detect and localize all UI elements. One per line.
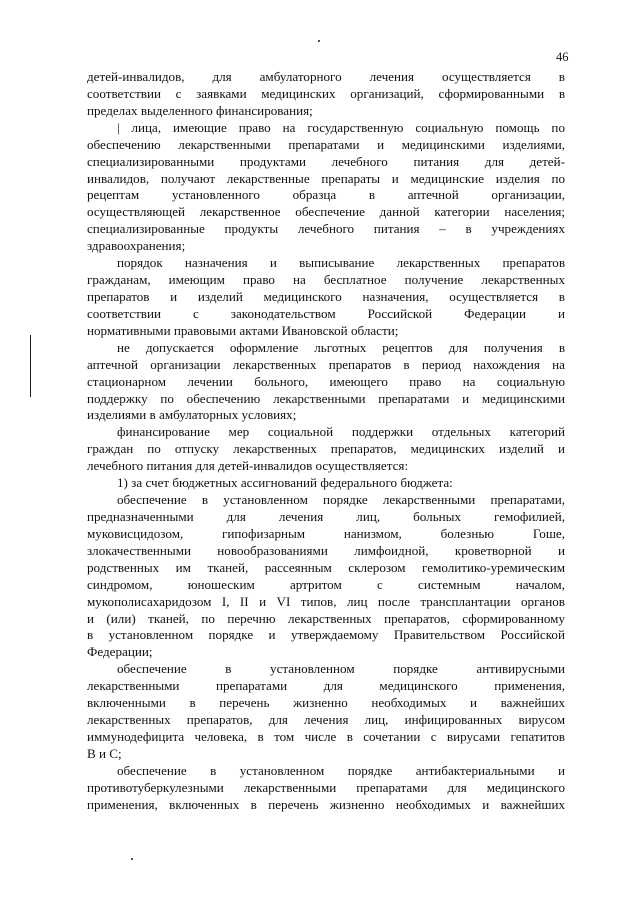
- text-line: лекарственными препаратами для медицинского применения,: [87, 678, 565, 694]
- text-line: граждан по отпуску лекарственных препаратов, медицинских изделий и: [87, 441, 565, 457]
- paragraph: [87, 69, 565, 120]
- scan-artifact: [131, 858, 133, 860]
- text-line: препаратов и изделий медицинского назначения, осуществляется в: [87, 288, 565, 304]
- text-line: нормативными правовыми актами Ивановской области;: [87, 322, 399, 338]
- text-line: злокачественными новообразованиями лимфоидной, кроветворной и: [87, 542, 565, 558]
- text-line: родственных им тканей, рассеянным склерозом гемолитико-уремическим: [87, 559, 565, 575]
- text-line: специализированными продуктами лечебного питания для детей-: [87, 153, 565, 169]
- paragraph: [87, 661, 565, 763]
- text-line: поддержку по обеспечению лекарственными препаратами и медицинскими: [87, 390, 565, 406]
- text-line: стационарном лечении больного, имеющего право на социальную: [87, 373, 565, 389]
- text-line: детей-инвалидов, для амбулаторного лечения осуществляется в: [87, 69, 565, 84]
- paragraph: [87, 763, 565, 814]
- text-line: иммунодефицита человека, в том числе в сочетании с вирусами гепатитов: [87, 728, 565, 744]
- paragraph: [87, 120, 565, 255]
- text-line: Федерации;: [87, 644, 153, 660]
- text-line: обеспечение в установленном порядке антибактериальными и: [117, 762, 565, 778]
- scan-artifact: [318, 40, 320, 42]
- paragraph: [87, 424, 565, 475]
- text-line: здравоохранения;: [87, 238, 186, 254]
- text-line: предназначенными для лечения лиц, больных гемофилией,: [87, 508, 565, 524]
- text-line: в установленном порядке и утверждаемому Правительством Российской: [87, 627, 565, 643]
- text-line: противотуберкулезными лекарственными препаратами для медицинского: [87, 779, 565, 795]
- text-line: включенными в перечень жизненно необходимых и важнейших: [87, 695, 565, 711]
- text-line: осуществляющей лекарственное обеспечение данной категории населения;: [87, 204, 565, 220]
- text-line: лекарственных препаратов, для лечения лиц, инфицированных вирусом: [87, 712, 565, 728]
- text-line: аптечной организации лекарственных препаратов в период нахождения на: [87, 356, 565, 372]
- text-line: обеспечению лекарственными препаратами и медицинскими изделиями,: [87, 136, 565, 152]
- margin-mark: [30, 335, 31, 397]
- text-line: В и С;: [87, 745, 122, 761]
- text-line: финансирование мер социальной поддержки отдельных категорий: [117, 424, 565, 440]
- text-line: | лица, имеющие право на государственную социальную помощь по: [117, 119, 565, 135]
- text-line: инвалидов, получают лекарственные препараты и медицинские изделия по: [87, 170, 565, 186]
- text-line: рецептам установленного образца в аптечной организации,: [87, 187, 565, 203]
- text-line: не допускается оформление льготных рецептов для получения в: [117, 339, 565, 355]
- text-line: 1) за счет бюджетных ассигнований федерального бюджета:: [117, 475, 453, 491]
- text-line: мукополисахаридозом I, II и VI типов, лиц после трансплантации органов: [87, 593, 565, 609]
- text-line: соответствии с заявками медицинских организаций, сформированными в: [87, 85, 565, 101]
- text-line: обеспечение в установленном порядке антивирусными: [117, 661, 565, 677]
- paragraph: [87, 475, 565, 492]
- text-line: синдромом, юношеским артритом с системным началом,: [87, 576, 565, 592]
- text-line: специализированные продукты лечебного питания – в учреждениях: [87, 221, 565, 237]
- text-line: гражданам, имеющим право на бесплатное получение лекарственных: [87, 272, 565, 288]
- paragraph: [87, 492, 565, 661]
- paragraph: [87, 340, 565, 425]
- text-line: применения, включенных в перечень жизненно необходимых и важнейших: [87, 796, 565, 812]
- text-line: соответствии с законодательством Российской Федерации и: [87, 305, 565, 321]
- text-line: изделиями в амбулаторных условиях;: [87, 407, 297, 423]
- paragraph: [87, 255, 565, 340]
- text-line: муковисцидозом, гипофизарным нанизмом, болезнью Гоше,: [87, 525, 565, 541]
- text-line: и (или) тканей, по перечню лекарственных препаратов, сформированному: [87, 610, 565, 626]
- text-line: лечебного питания для детей-инвалидов осуществляется:: [87, 458, 409, 474]
- document-body: [87, 69, 565, 814]
- text-line: порядок назначения и выписывание лекарственных препаратов: [117, 255, 565, 271]
- page-number: 46: [556, 50, 569, 64]
- text-line: обеспечение в установленном порядке лекарственными препаратами,: [117, 492, 565, 508]
- text-line: пределах выделенного финансирования;: [87, 102, 313, 118]
